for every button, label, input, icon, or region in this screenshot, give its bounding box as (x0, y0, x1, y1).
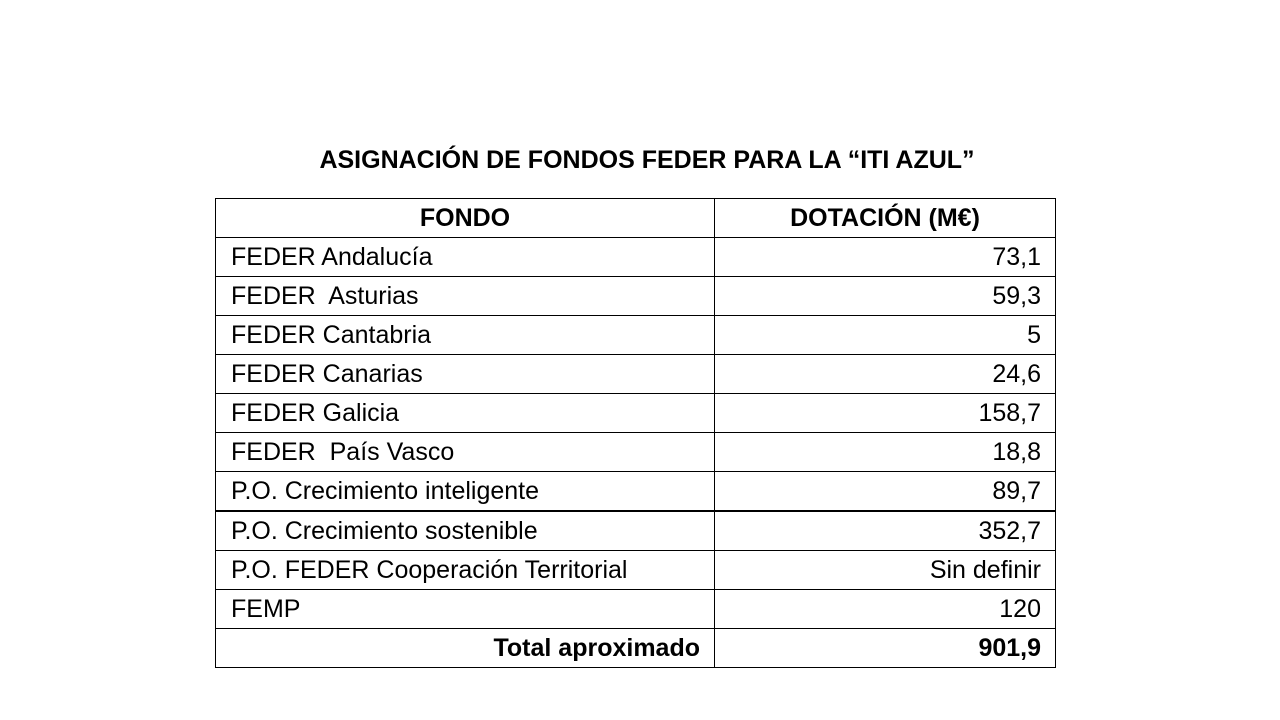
total-value: 901,9 (715, 629, 1056, 668)
fondo-cell: FEMP (216, 590, 715, 629)
fondo-cell: FEDER Cantabria (216, 316, 715, 355)
dotacion-cell: 59,3 (715, 277, 1056, 316)
total-label: Total aproximado (216, 629, 715, 668)
dotacion-cell: 158,7 (715, 394, 1056, 433)
fondo-cell: P.O. Crecimiento sostenible (216, 511, 715, 551)
column-header-dotacion: DOTACIÓN (M€) (715, 199, 1056, 238)
dotacion-cell: Sin definir (715, 551, 1056, 590)
dotacion-cell: 89,7 (715, 472, 1056, 512)
fondo-cell: P.O. FEDER Cooperación Territorial (216, 551, 715, 590)
table-row (216, 472, 1056, 512)
fondo-cell: FEDER País Vasco (216, 433, 715, 472)
table-row (216, 551, 1056, 590)
dotacion-cell: 352,7 (715, 511, 1056, 551)
table-header-row (216, 199, 1056, 238)
table-row (216, 277, 1056, 316)
table-row (216, 355, 1056, 394)
table-row (216, 511, 1056, 551)
table-row (216, 394, 1056, 433)
table-row (216, 238, 1056, 277)
dotacion-cell: 120 (715, 590, 1056, 629)
dotacion-cell: 5 (715, 316, 1056, 355)
table-row (216, 590, 1056, 629)
dotacion-cell: 24,6 (715, 355, 1056, 394)
fondo-cell: FEDER Canarias (216, 355, 715, 394)
fondo-cell: FEDER Galicia (216, 394, 715, 433)
table-row (216, 316, 1056, 355)
column-header-fondo: FONDO (216, 199, 715, 238)
page-title: ASIGNACIÓN DE FONDOS FEDER PARA LA “ITI AZUL” (319, 146, 975, 174)
fondo-cell: FEDER Asturias (216, 277, 715, 316)
fondo-cell: FEDER Andalucía (216, 238, 715, 277)
table-row (216, 433, 1056, 472)
total-row (216, 629, 1056, 668)
dotacion-cell: 18,8 (715, 433, 1056, 472)
dotacion-cell: 73,1 (715, 238, 1056, 277)
fondo-cell: P.O. Crecimiento inteligente (216, 472, 715, 512)
funds-table (215, 198, 1056, 668)
